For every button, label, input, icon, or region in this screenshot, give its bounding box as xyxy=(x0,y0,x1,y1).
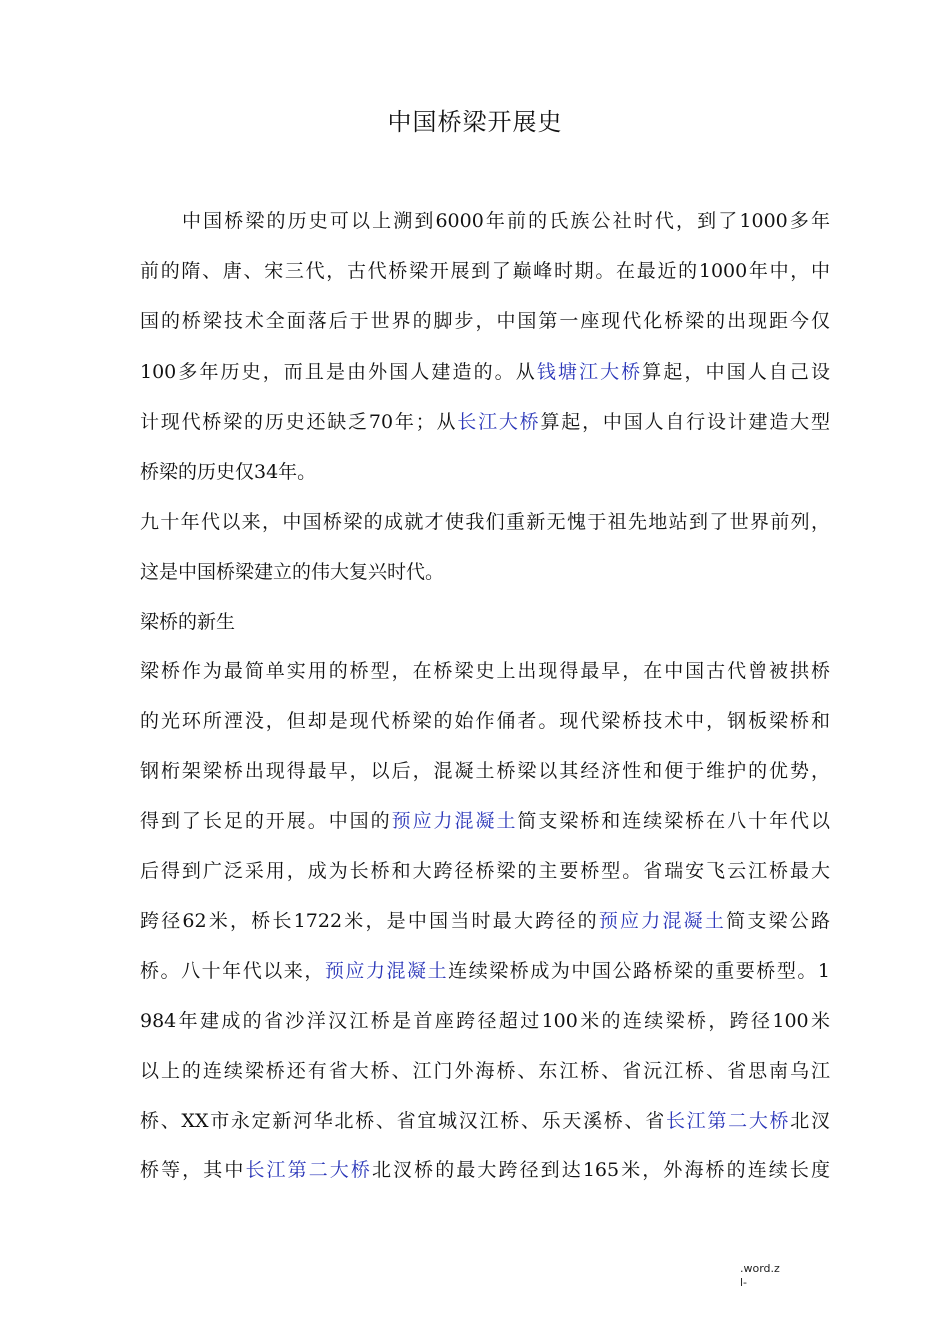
paragraph-line xyxy=(140,507,830,537)
paragraph-line xyxy=(140,706,830,736)
text-span: 这是中国桥梁建立的伟大复兴时代。 xyxy=(140,561,445,583)
paragraph-line xyxy=(140,656,830,686)
text-span: 100多年历史，而且是由外国人建造的。从 xyxy=(140,361,537,383)
text-span: 连续梁桥成为中国公路桥梁的重要桥型。1 xyxy=(448,960,830,982)
footer-line: .word.z xyxy=(740,1262,780,1275)
paragraph-line xyxy=(140,956,830,986)
paragraph-line xyxy=(140,407,830,437)
link-changjiang-bridge[interactable]: 长江大桥 xyxy=(457,411,541,433)
text-span: 中国桥梁的历史可以上溯到6000年前的氏族公社时代，到了1000多年 xyxy=(182,210,830,232)
text-span: 钢桁架梁桥出现得最早，以后，混凝土桥梁以其经济性和便于维护的优势， xyxy=(140,760,830,782)
text-span: 算起，中国人自行设计建造大型 xyxy=(540,411,830,433)
paragraph-line xyxy=(140,1056,830,1086)
text-span: 九十年代以来，中国桥梁的成就才使我们重新无愧于祖先地站到了世界前列， xyxy=(140,511,830,533)
text-span: 桥等，其中 xyxy=(140,1159,246,1181)
text-span: 简支梁桥和连续梁桥在八十年代以 xyxy=(517,810,830,832)
text-span: 后得到广泛采用，成为长桥和大跨径桥梁的主要桥型。省瑞安飞云江桥最大 xyxy=(140,860,830,882)
link-prestressed-concrete[interactable]: 预应力混凝土 xyxy=(598,910,727,932)
paragraph-line xyxy=(140,1106,830,1136)
footer-line: l- xyxy=(740,1276,748,1289)
paragraph-line xyxy=(140,357,830,387)
paragraph-line xyxy=(140,756,830,786)
paragraph-line xyxy=(140,206,830,236)
page-footer xyxy=(740,1262,780,1290)
link-prestressed-concrete[interactable]: 预应力混凝土 xyxy=(391,810,518,832)
document-title: 中国桥梁开展史 xyxy=(387,108,563,136)
text-span: 桥梁的历史仅34年。 xyxy=(140,461,317,483)
text-span: 国的桥梁技术全面落后于世界的脚步，中国第一座现代化桥梁的出现距今仅 xyxy=(140,310,830,332)
paragraph-line xyxy=(140,856,830,886)
section-heading: 梁桥的新生 xyxy=(140,611,236,633)
text-span: 算起，中国人自己设 xyxy=(642,361,830,383)
paragraph-line xyxy=(140,806,830,836)
paragraph-line xyxy=(140,557,830,587)
paragraph-line xyxy=(140,906,830,936)
text-span: 桥。八十年代以来， xyxy=(140,960,325,982)
text-span: 计现代桥梁的历史还缺乏70年；从 xyxy=(140,411,458,433)
text-span: 前的隋、唐、宋三代，古代桥梁开展到了巅峰时期。在最近的1000年中，中 xyxy=(140,260,830,282)
text-span: 北汊桥的最大跨径到达165米，外海桥的连续长度 xyxy=(371,1159,830,1181)
link-qiantang-bridge[interactable]: 钱塘江大桥 xyxy=(536,361,643,383)
text-span: 简支梁公路 xyxy=(726,910,830,932)
paragraph-line xyxy=(140,1006,830,1036)
text-span: 梁桥作为最简单实用的桥型，在桥梁史上出现得最早，在中国古代曾被拱桥 xyxy=(140,660,830,682)
text-span: 984年建成的省沙洋汉江桥是首座跨径超过100米的连续梁桥，跨径100米 xyxy=(140,1010,830,1032)
text-span: 桥、XX市永定新河华北桥、省宜城汉江桥、乐天溪桥、省 xyxy=(140,1110,666,1132)
link-changjiang-second-bridge[interactable]: 长江第二大桥 xyxy=(245,1159,372,1181)
paragraph-line xyxy=(140,457,830,487)
text-span: 以上的连续梁桥还有省大桥、江门外海桥、东江桥、省沅江桥、省思南乌江 xyxy=(140,1060,830,1082)
link-prestressed-concrete[interactable]: 预应力混凝土 xyxy=(324,960,449,982)
paragraph-line xyxy=(140,1155,830,1185)
link-changjiang-second-bridge[interactable]: 长江第二大桥 xyxy=(665,1110,791,1132)
paragraph-line xyxy=(140,256,830,286)
text-span: 的光环所湮没，但却是现代桥梁的始作俑者。现代梁桥技术中，钢板梁桥和 xyxy=(140,710,830,732)
text-span: 跨径62米，桥长1722米，是中国当时最大跨径的 xyxy=(140,910,599,932)
text-span: 北汊 xyxy=(790,1110,830,1132)
paragraph-line xyxy=(140,306,830,336)
text-span: 得到了长足的开展。中国的 xyxy=(140,810,392,832)
